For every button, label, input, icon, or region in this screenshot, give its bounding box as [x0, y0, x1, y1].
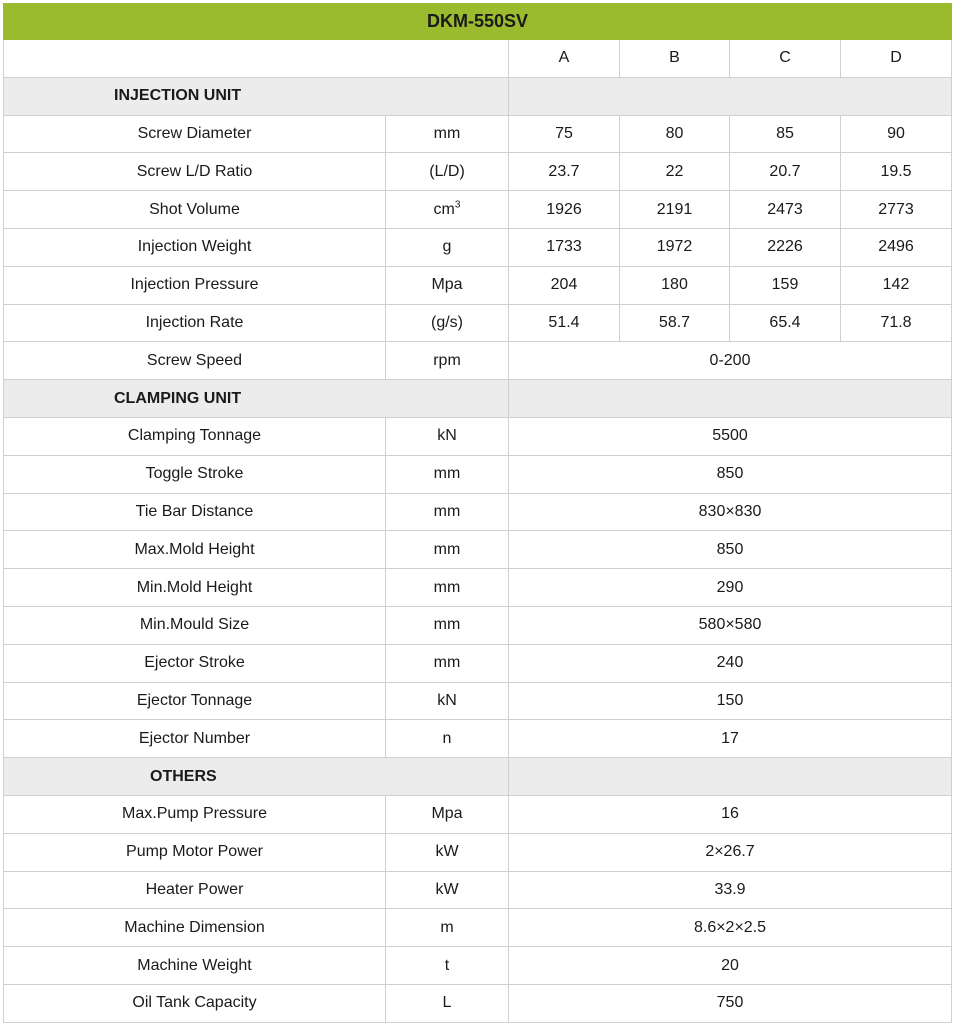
spec-value: 22	[620, 153, 730, 191]
column-header-d: D	[841, 40, 952, 78]
spec-label: Ejector Number	[4, 720, 386, 758]
spec-value: 150	[509, 682, 952, 720]
spec-value: 75	[509, 115, 620, 153]
spec-unit: m	[386, 909, 509, 947]
spec-unit: kW	[386, 871, 509, 909]
section-title: OTHERS	[4, 758, 509, 796]
spec-sheet	[3, 3, 951, 1023]
spec-value: 2496	[841, 228, 952, 266]
spec-value: 159	[730, 266, 841, 304]
spec-value: 0-200	[509, 342, 952, 380]
spec-value: 830×830	[509, 493, 952, 531]
spec-value: 85	[730, 115, 841, 153]
spec-row	[4, 984, 952, 1022]
spec-value: 850	[509, 455, 952, 493]
spec-value: 19.5	[841, 153, 952, 191]
spec-value: 750	[509, 984, 952, 1022]
spec-label: Injection Pressure	[4, 266, 386, 304]
spec-label: Max.Pump Pressure	[4, 795, 386, 833]
spec-table	[3, 3, 952, 1023]
spec-value: 51.4	[509, 304, 620, 342]
column-header-a: A	[509, 40, 620, 78]
column-header-b: B	[620, 40, 730, 78]
spec-value: 240	[509, 644, 952, 682]
spec-label: Injection Rate	[4, 304, 386, 342]
spec-value: 1972	[620, 228, 730, 266]
spec-unit: kW	[386, 833, 509, 871]
spec-unit: mm	[386, 569, 509, 607]
section-header-row	[4, 77, 952, 115]
spec-label: Min.Mold Height	[4, 569, 386, 607]
spec-row	[4, 606, 952, 644]
title-row	[4, 4, 952, 40]
spec-value: 16	[509, 795, 952, 833]
spec-row	[4, 682, 952, 720]
blank-header-cell	[4, 40, 509, 78]
spec-value: 1926	[509, 191, 620, 229]
spec-label: Heater Power	[4, 871, 386, 909]
spec-unit: mm	[386, 644, 509, 682]
spec-value: 2773	[841, 191, 952, 229]
spec-value: 71.8	[841, 304, 952, 342]
spec-value: 33.9	[509, 871, 952, 909]
spec-label: Oil Tank Capacity	[4, 984, 386, 1022]
spec-value: 142	[841, 266, 952, 304]
section-title: INJECTION UNIT	[4, 77, 509, 115]
spec-value: 290	[509, 569, 952, 607]
spec-unit: kN	[386, 417, 509, 455]
column-header-c: C	[730, 40, 841, 78]
spec-value: 8.6×2×2.5	[509, 909, 952, 947]
spec-label: Screw L/D Ratio	[4, 153, 386, 191]
spec-row	[4, 531, 952, 569]
spec-row	[4, 115, 952, 153]
spec-label: Screw Diameter	[4, 115, 386, 153]
spec-value: 2×26.7	[509, 833, 952, 871]
spec-label: Injection Weight	[4, 228, 386, 266]
section-blank	[509, 380, 952, 418]
spec-unit: Mpa	[386, 795, 509, 833]
spec-row	[4, 266, 952, 304]
spec-value: 204	[509, 266, 620, 304]
spec-value: 23.7	[509, 153, 620, 191]
spec-value: 850	[509, 531, 952, 569]
spec-label: Pump Motor Power	[4, 833, 386, 871]
section-blank	[509, 77, 952, 115]
spec-unit: g	[386, 228, 509, 266]
spec-row	[4, 417, 952, 455]
spec-row	[4, 720, 952, 758]
spec-value: 80	[620, 115, 730, 153]
model-title: DKM-550SV	[4, 4, 952, 40]
spec-row	[4, 909, 952, 947]
spec-row	[4, 569, 952, 607]
spec-unit: n	[386, 720, 509, 758]
spec-unit: kN	[386, 682, 509, 720]
spec-value: 65.4	[730, 304, 841, 342]
spec-unit: (g/s)	[386, 304, 509, 342]
spec-row	[4, 304, 952, 342]
spec-value: 180	[620, 266, 730, 304]
spec-unit: t	[386, 947, 509, 985]
spec-value: 580×580	[509, 606, 952, 644]
spec-label: Ejector Stroke	[4, 644, 386, 682]
spec-label: Max.Mold Height	[4, 531, 386, 569]
spec-unit: (L/D)	[386, 153, 509, 191]
spec-label: Tie Bar Distance	[4, 493, 386, 531]
spec-unit: mm	[386, 493, 509, 531]
spec-label: Screw Speed	[4, 342, 386, 380]
spec-unit: rpm	[386, 342, 509, 380]
spec-label: Clamping Tonnage	[4, 417, 386, 455]
section-header-row	[4, 758, 952, 796]
section-blank	[509, 758, 952, 796]
spec-value: 1733	[509, 228, 620, 266]
spec-label: Machine Weight	[4, 947, 386, 985]
spec-row	[4, 871, 952, 909]
spec-label: Min.Mould Size	[4, 606, 386, 644]
spec-value: 2191	[620, 191, 730, 229]
spec-row	[4, 795, 952, 833]
spec-row	[4, 644, 952, 682]
spec-unit: Mpa	[386, 266, 509, 304]
spec-value: 5500	[509, 417, 952, 455]
section-title: CLAMPING UNIT	[4, 380, 509, 418]
spec-row	[4, 191, 952, 229]
section-header-row	[4, 380, 952, 418]
spec-row	[4, 833, 952, 871]
spec-unit: $cm^3$	[386, 191, 509, 229]
spec-label: Machine Dimension	[4, 909, 386, 947]
spec-label: Toggle Stroke	[4, 455, 386, 493]
spec-unit: mm	[386, 455, 509, 493]
spec-unit: L	[386, 984, 509, 1022]
spec-row	[4, 947, 952, 985]
spec-row	[4, 153, 952, 191]
spec-value: 20	[509, 947, 952, 985]
spec-value: 58.7	[620, 304, 730, 342]
spec-value: 2473	[730, 191, 841, 229]
spec-label: Shot Volume	[4, 191, 386, 229]
spec-value: 17	[509, 720, 952, 758]
spec-value: 2226	[730, 228, 841, 266]
spec-value: 90	[841, 115, 952, 153]
spec-row	[4, 342, 952, 380]
spec-row	[4, 228, 952, 266]
column-header-row	[4, 40, 952, 78]
spec-label: Ejector Tonnage	[4, 682, 386, 720]
spec-row	[4, 455, 952, 493]
spec-unit: mm	[386, 606, 509, 644]
spec-value: 20.7	[730, 153, 841, 191]
spec-unit: mm	[386, 115, 509, 153]
spec-unit: mm	[386, 531, 509, 569]
spec-row	[4, 493, 952, 531]
